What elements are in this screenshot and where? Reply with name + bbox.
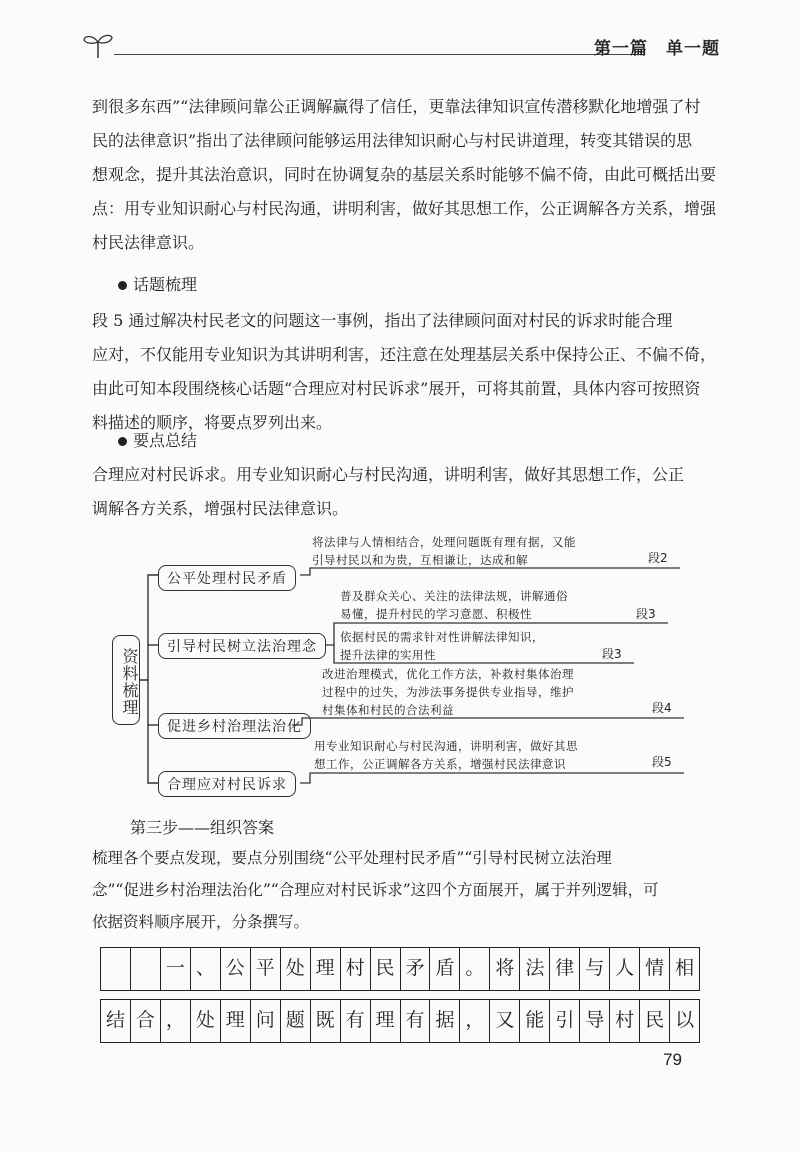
grid-cell: 结 (101, 1000, 131, 1042)
desc-line: 依据村民的需求针对性讲解法律知识， (340, 630, 544, 644)
text-line: 梳理各个要点发现，要点分别围绕“公平处理村民矛盾”“引导村民树立法治理 (92, 849, 612, 867)
grid-cell: 情 (640, 948, 670, 990)
node-description (322, 665, 574, 719)
desc-line: 引导村民以和为贵，互相谦让，达成和解 (312, 553, 528, 567)
grid-cell: 合 (131, 1000, 161, 1042)
heading-text: 要点总结 (133, 431, 198, 450)
grid-cell: 公 (221, 948, 251, 990)
node-description (314, 737, 578, 773)
text-line: 依据资料顺序展开，分条撰写。 (92, 913, 310, 931)
text-line: 村民法律意识。 (92, 233, 205, 252)
text-line: 念”“促进乡村治理法治化”“合理应对村民诉求”这四个方面展开，属于并列逻辑，可 (92, 881, 659, 899)
grid-cell: 一 (161, 948, 191, 990)
grid-cell: 引 (550, 1000, 580, 1042)
text-line: 合理应对村民诉求。用专业知识耐心与村民沟通，讲明利害，做好其思想工作，公正 (92, 465, 685, 484)
text-line: 应对，不仅能用专业知识为其讲明利害，还注意在处理基层关系中保持公正、不偏不倚， (92, 345, 717, 364)
desc-line: 用专业知识耐心与村民沟通，讲明利害，做好其思 (314, 739, 578, 753)
source-label: 段4 (652, 701, 672, 715)
grid-cell: 又 (490, 1000, 520, 1042)
mind-map-root: 资料梳理 (112, 635, 140, 725)
paragraph-1 (92, 90, 717, 260)
source-label: 段5 (652, 755, 672, 769)
heading-text: 话题梳理 (133, 275, 198, 294)
paragraph-3 (92, 458, 712, 526)
grid-cell: 法 (520, 948, 550, 990)
grid-cell: 相 (670, 948, 700, 990)
answer-grid (100, 947, 700, 1051)
text-line: 点：用专业知识耐心与村民沟通，讲明利害，做好其思想工作，公正调解各方关系，增强 (92, 199, 717, 218)
grid-cell: 理 (221, 1000, 251, 1042)
grid-cell: 既 (311, 1000, 341, 1042)
desc-line: 村集体和村民的合法利益 (322, 703, 454, 717)
chapter-title: 第一篇 单一题 (594, 39, 720, 59)
grid-cell: 人 (610, 948, 640, 990)
grid-cell: 。 (460, 948, 490, 990)
grid-cell: 民 (640, 1000, 670, 1042)
desc-line: 提升法律的实用性 (340, 648, 436, 662)
node-description (340, 587, 568, 623)
text-line: 调解各方关系，增强村民法律意识。 (92, 499, 349, 518)
grid-cell: 问 (251, 1000, 281, 1042)
grid-cell: 与 (580, 948, 610, 990)
source-label: 段3 (636, 607, 656, 621)
grid-cell: 将 (490, 948, 520, 990)
page-header (80, 28, 720, 68)
grid-cell: 民 (371, 948, 401, 990)
desc-line: 想工作，公正调解各方关系，增强村民法律意识 (314, 757, 566, 771)
paragraph-4 (92, 842, 712, 938)
desc-line: 将法律与人情相结合，处理问题既有理有据，又能 (312, 535, 576, 549)
page-number: 79 (663, 1050, 682, 1069)
grid-cell: 平 (251, 948, 281, 990)
grid-cell: 有 (341, 1000, 371, 1042)
text-line: 到很多东西”“法律顾问靠公正调解赢得了信任，更靠法律知识宣传潜移默化地增强了村 (92, 97, 701, 116)
desc-line: 普及群众关心、关注的法律法规，讲解通俗 (340, 589, 568, 603)
mind-map-node: 公平处理村民矛盾 (158, 565, 296, 591)
text-line: 由此可知本段围绕核心话题“合理应对村民诉求”展开，可将其前置，具体内容可按照资 (92, 379, 701, 398)
grid-cell: ， (460, 1000, 490, 1042)
grid-cell: 以 (670, 1000, 700, 1042)
grid-cell: 能 (520, 1000, 550, 1042)
mind-map-node: 促进乡村治理法治化 (158, 713, 311, 739)
sprout-icon (80, 30, 116, 60)
grid-cell: 村 (341, 948, 371, 990)
grid-cell: 理 (311, 948, 341, 990)
section-heading-summary (118, 424, 197, 458)
grid-cell: 处 (281, 948, 311, 990)
grid-cell: 矛 (401, 948, 431, 990)
grid-cell: 、 (191, 948, 221, 990)
node-description (340, 628, 544, 664)
desc-line: 改进治理模式，优化工作方法，补救村集体治理 (322, 667, 574, 681)
grid-cell: 有 (401, 1000, 431, 1042)
paragraph-2 (92, 304, 717, 440)
grid-cell: 律 (550, 948, 580, 990)
bullet-icon (118, 281, 127, 290)
text-line: 民的法律意识”指出了法律顾问能够运用法律知识耐心与村民讲道理，转变其错误的思 (92, 131, 693, 150)
grid-cell (131, 948, 161, 990)
text-line: 料描述的顺序，将要点罗列出来。 (92, 413, 333, 432)
grid-row (100, 999, 700, 1043)
grid-cell: 据 (430, 1000, 460, 1042)
section-heading-topic (118, 268, 197, 302)
grid-cell: 处 (191, 1000, 221, 1042)
grid-cell: 村 (610, 1000, 640, 1042)
mind-map-node: 引导村民树立法治理念 (158, 633, 326, 659)
desc-line: 过程中的过失，为涉法事务提供专业指导，维护 (322, 685, 574, 699)
mind-map-node: 合理应对村民诉求 (158, 771, 296, 797)
grid-cell: 盾 (430, 948, 460, 990)
grid-cell: 题 (281, 1000, 311, 1042)
node-description (312, 533, 576, 569)
step-heading: 第三步——组织答案 (130, 818, 275, 837)
header-rule (114, 54, 642, 55)
desc-line: 易懂，提升村民的学习意愿、积极性 (340, 607, 532, 621)
grid-cell: ， (161, 1000, 191, 1042)
grid-cell: 导 (580, 1000, 610, 1042)
mind-map (100, 535, 700, 815)
text-line: 想观念，提升其法治意识，同时在协调复杂的基层关系时能够不偏不倚，由此可概括出要 (92, 165, 717, 184)
source-label: 段3 (602, 647, 622, 661)
grid-row (100, 947, 700, 991)
grid-cell: 理 (371, 1000, 401, 1042)
bullet-icon (118, 437, 127, 446)
text-line: 段 5 通过解决村民老文的问题这一事例，指出了法律顾问面对村民的诉求时能合理 (92, 311, 673, 330)
grid-cell (101, 948, 131, 990)
source-label: 段2 (648, 551, 668, 565)
